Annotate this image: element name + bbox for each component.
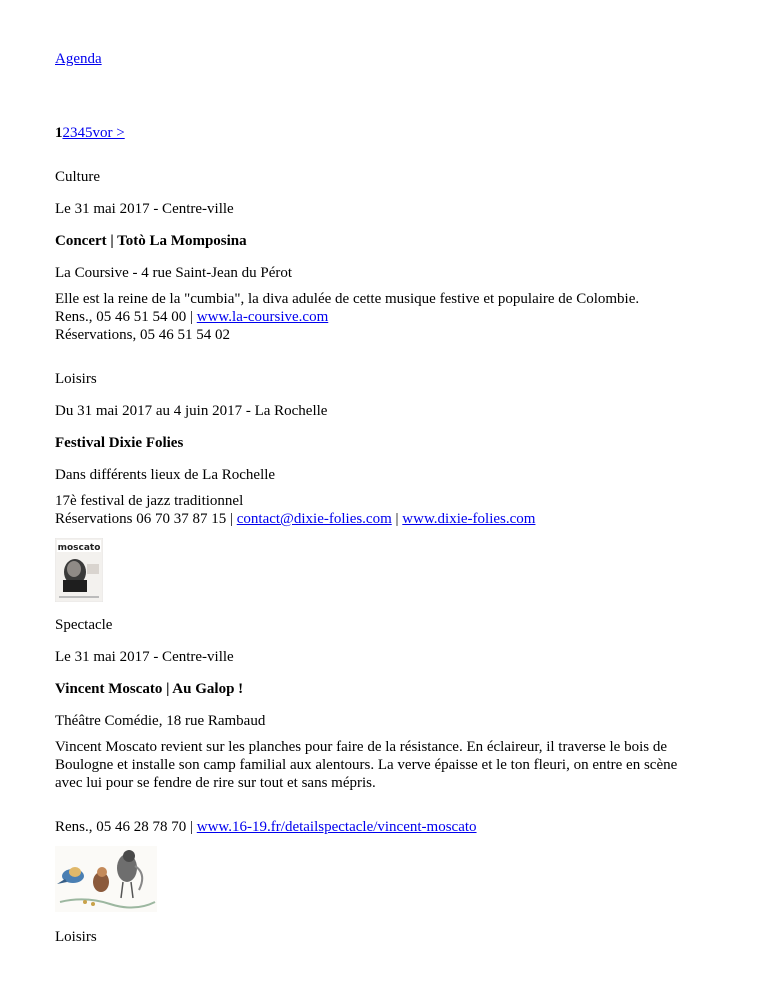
email-link[interactable]: contact@dixie-folies.com <box>236 511 392 527</box>
event-contact <box>55 818 477 836</box>
contact-text: Rens., 05 46 51 54 00 | <box>55 309 197 325</box>
event-category: Loisirs <box>55 371 97 387</box>
event-description: 17è festival de jazz traditionnel <box>55 493 244 509</box>
pagination <box>55 124 125 142</box>
event-venue: La Coursive - 4 rue Saint-Jean du Pérot <box>55 265 293 281</box>
event-date: Du 31 mai 2017 au 4 juin 2017 - La Rochelle <box>55 403 328 419</box>
contact-text: Rens., 05 46 28 78 70 | <box>55 819 197 835</box>
pagination-next[interactable]: vor > <box>92 125 125 141</box>
contact-separator: | <box>391 511 403 527</box>
pagination-page-4[interactable]: 4 <box>77 125 85 141</box>
event-title: Concert | Totò La Momposina <box>55 233 247 249</box>
website-link[interactable]: www.16-19.fr/detailspectacle/vincent-moscato <box>196 819 477 835</box>
illustration-image <box>55 846 157 912</box>
event-thumbnail-illustration[interactable] <box>55 846 157 912</box>
pagination-page-5[interactable]: 5 <box>85 125 93 141</box>
event-category: Loisirs <box>55 929 97 945</box>
website-link[interactable]: www.dixie-folies.com <box>402 511 536 527</box>
event-thumbnail-moscato[interactable] <box>55 538 103 602</box>
pagination-page-3[interactable]: 3 <box>70 125 78 141</box>
pagination-current: 1 <box>55 125 63 141</box>
poster-title: moscato <box>57 543 101 553</box>
event-title: Festival Dixie Folies <box>55 435 184 451</box>
event-date: Le 31 mai 2017 - Centre-ville <box>55 201 234 217</box>
event-title: Vincent Moscato | Au Galop ! <box>55 681 244 697</box>
event-date: Le 31 mai 2017 - Centre-ville <box>55 649 234 665</box>
contact-text: Réservations 06 70 37 87 15 | <box>55 511 237 527</box>
agenda-link[interactable]: Agenda <box>55 51 102 67</box>
event-contact <box>55 308 328 326</box>
event-contact <box>55 510 535 528</box>
moscato-poster-image <box>55 538 103 602</box>
pagination-page-2[interactable]: 2 <box>62 125 70 141</box>
event-description: Vincent Moscato revient sur les planches pour faire de la résistance. En éclaireur, il traverse le bois de Boulogne et installe son camp familial aux alentours. La verve épaisse et le ton fleuri, on entre en scène avec lui pour se fendre de rire sur tout et sans mépris. <box>55 739 678 791</box>
event-category: Spectacle <box>55 617 113 633</box>
website-link[interactable]: www.la-coursive.com <box>196 309 329 325</box>
event-venue: Dans différents lieux de La Rochelle <box>55 467 276 483</box>
event-description: Elle est la reine de la "cumbia", la diva adulée de cette musique festive et populaire de Colombie. <box>55 291 640 307</box>
event-venue: Théâtre Comédie, 18 rue Rambaud <box>55 713 266 729</box>
event-reservations: Réservations, 05 46 51 54 02 <box>55 327 230 343</box>
event-category: Culture <box>55 169 100 185</box>
